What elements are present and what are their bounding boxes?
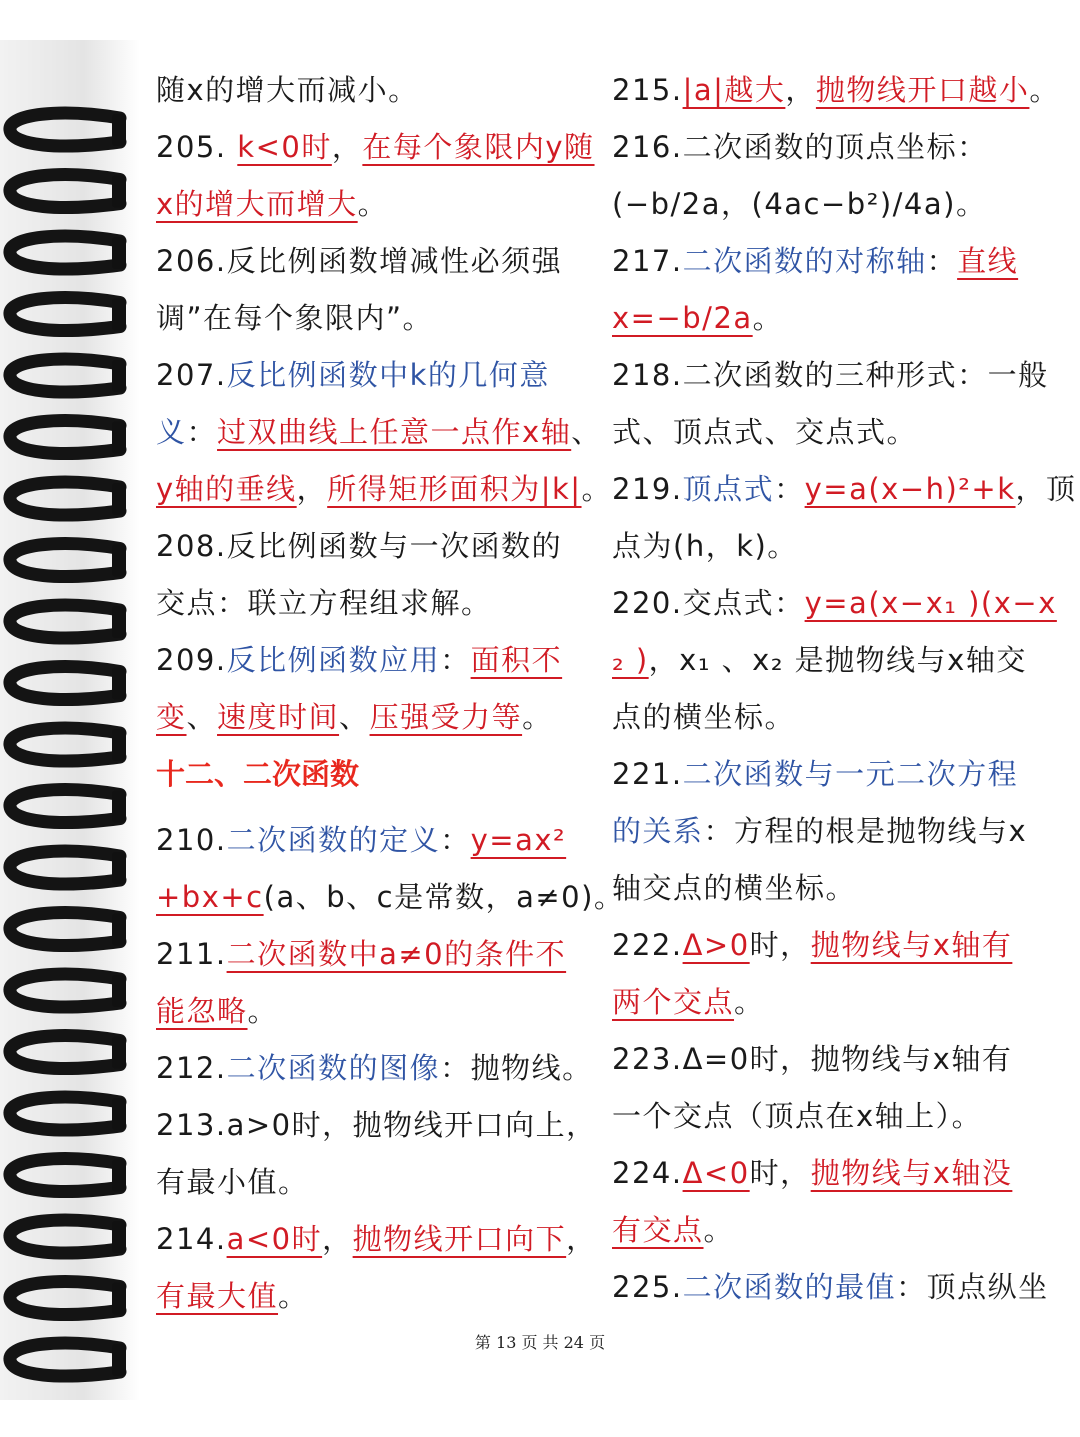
key-red: 直线: [957, 244, 1019, 278]
item-212: [156, 1040, 593, 1097]
binding-hole: [112, 299, 126, 331]
item-225: [612, 1259, 1049, 1316]
binding-hole: [112, 1283, 126, 1315]
text-line: [612, 176, 1044, 233]
punct: ：: [703, 814, 735, 848]
item-text: a>0时，抛物线开口向上，: [226, 1108, 597, 1142]
item-number: 213.: [156, 1108, 227, 1142]
punct: 。: [581, 472, 613, 506]
item-number: 205.: [156, 130, 227, 164]
key-blue: 反比例函数应用: [226, 643, 441, 677]
punct: ，: [331, 130, 363, 164]
punct: 、: [186, 700, 218, 734]
item-text: 时，: [749, 1156, 811, 1190]
key-red: 压强受力等: [369, 700, 523, 734]
heading-text: 十二、二次函数: [156, 757, 360, 791]
binding-hole: [112, 176, 126, 208]
text-line: [156, 290, 581, 347]
binding-hole: [112, 237, 126, 269]
key-blue: 二次函数的最值: [682, 1270, 897, 1304]
item-219: [612, 461, 1077, 518]
punct: ，: [296, 472, 328, 506]
key-blue: 二次函数的对称轴: [682, 244, 927, 278]
item-text: 有最小值。: [156, 1165, 309, 1199]
punct: 。: [357, 187, 389, 221]
item-text: (a、b、c是常数，a≠0)。: [263, 880, 625, 914]
key-red: k<0时: [237, 130, 332, 164]
key-blue: 二次函数与一元二次方程: [682, 757, 1019, 791]
item-215: [612, 62, 1060, 119]
right-column: [612, 62, 1077, 1316]
item-213: [156, 1097, 597, 1154]
text-line: [612, 290, 1044, 347]
item-224: [612, 1145, 1044, 1202]
key-red: Δ<0: [682, 1156, 750, 1190]
text-line: [612, 1088, 1044, 1145]
punct: 。: [734, 985, 765, 1019]
item-number: 221.: [612, 757, 683, 791]
item-number: 220.: [612, 586, 683, 620]
punct: ：: [186, 415, 218, 449]
item-text: 交点式：: [682, 586, 805, 620]
punct: ：: [774, 472, 805, 506]
key-blue: 反比例函数中k的几何意: [226, 358, 550, 392]
item-text: 调”在每个象限内”。: [156, 301, 434, 335]
item-223: [612, 1031, 1044, 1088]
text-line: [612, 803, 1044, 860]
key-blue: 二次函数的图像: [226, 1051, 441, 1085]
key-red: 能忽略: [156, 994, 248, 1028]
text-line: [612, 404, 1044, 461]
punct: ，: [785, 73, 816, 107]
text-line: [156, 461, 613, 518]
text-line: [156, 689, 581, 746]
binding-hole: [112, 1221, 126, 1253]
key-red: 过双曲线上任意一点作x轴: [217, 415, 572, 449]
binding-hole: [112, 1098, 126, 1130]
section-heading: [156, 746, 581, 812]
punct: 、: [571, 415, 602, 449]
spiral-binding: [0, 40, 140, 1400]
item-text: (−b/2a，(4ac−b²)/4a)。: [612, 187, 987, 221]
binding-hole: [112, 606, 126, 638]
item-number: 208.: [156, 529, 227, 563]
key-red: a<0时: [226, 1222, 323, 1256]
item-number: 212.: [156, 1051, 227, 1085]
item-text: ，顶: [1015, 472, 1077, 506]
item-text: 二次函数的顶点坐标：: [682, 130, 988, 164]
item-number: 219.: [612, 472, 683, 506]
item-209: [156, 632, 581, 689]
item-number: 209.: [156, 643, 227, 677]
item-number: 207.: [156, 358, 227, 392]
key-red: 抛物线与x轴有: [810, 928, 1013, 962]
binding-hole: [112, 852, 126, 884]
punct: ：: [440, 643, 471, 677]
binding-hole: [112, 975, 126, 1007]
item-text: 反比例函数与一次函数的: [226, 529, 563, 563]
left-column: [156, 62, 625, 1325]
key-red: 抛物线开口向下: [352, 1222, 567, 1256]
text-line: [612, 689, 1044, 746]
item-number: 218.: [612, 358, 683, 392]
item-number: 215.: [612, 73, 683, 107]
item-text: 交点：联立方程组求解。: [156, 586, 492, 620]
item-208: [156, 518, 581, 575]
item-text: 一个交点（顶点在x轴上）。: [612, 1099, 983, 1133]
punct: ：: [926, 244, 958, 278]
item-text: 点的横坐标。: [612, 700, 796, 734]
item-text: 抛物线。: [470, 1051, 593, 1085]
key-red: 所得矩形面积为|k|: [327, 472, 582, 506]
text-line: [612, 1202, 1044, 1259]
text-line: [612, 974, 1044, 1031]
key-red: 速度时间: [217, 700, 340, 734]
punct: 。: [752, 301, 784, 335]
item-text: Δ=0时，抛物线与x轴有: [682, 1042, 1013, 1076]
punct: ，: [566, 1222, 597, 1256]
text-line: [612, 518, 1044, 575]
key-blue: 的关系: [612, 814, 704, 848]
binding-hole: [112, 668, 126, 700]
item-text: 方程的根是抛物线与x: [734, 814, 1028, 848]
punct: 、: [339, 700, 370, 734]
key-red: 有最大值: [156, 1279, 279, 1313]
binding-hole: [112, 1037, 126, 1069]
item-number: 222.: [612, 928, 683, 962]
binding-hole: [112, 914, 126, 946]
punct: 。: [247, 994, 279, 1028]
text-line: [156, 1154, 581, 1211]
item-218: [612, 347, 1049, 404]
key-red: 有交点: [612, 1213, 704, 1247]
punct: 。: [522, 700, 553, 734]
key-red: 抛物线与x轴没: [810, 1156, 1013, 1190]
text-line: [156, 575, 581, 632]
key-red: x的增大而增大: [156, 187, 358, 221]
binding-hole: [112, 114, 126, 146]
key-red: y=a(x−h)²+k: [804, 472, 1016, 506]
key-red: 两个交点: [612, 985, 735, 1019]
key-red: 变: [156, 700, 187, 734]
item-number: 217.: [612, 244, 683, 278]
punct: ，: [322, 1222, 353, 1256]
punct: ：: [440, 823, 471, 857]
item-number: 210.: [156, 823, 227, 857]
text-line: [156, 62, 581, 119]
item-text: 点为(h，k)。: [612, 529, 798, 563]
punct: ：: [440, 1051, 471, 1085]
page-footer: 第 13 页 共 24 页: [474, 1333, 606, 1352]
punct: 。: [703, 1213, 735, 1247]
key-red: y=a(x−x₁ )(x−x: [804, 586, 1057, 620]
item-number: 225.: [612, 1270, 683, 1304]
item-214: [156, 1211, 597, 1268]
item-text: 时，: [749, 928, 811, 962]
key-blue: 义: [156, 415, 187, 449]
item-text: 式、顶点式、交点式。: [612, 415, 918, 449]
item-220: [612, 575, 1057, 632]
binding-hole: [112, 360, 126, 392]
key-blue: 顶点式: [682, 472, 775, 506]
key-red: ₂ ): [612, 643, 649, 677]
binding-hole: [112, 729, 126, 761]
item-number: 216.: [612, 130, 683, 164]
punct: 。: [1029, 73, 1060, 107]
item-number: 224.: [612, 1156, 683, 1190]
item-206: [156, 233, 581, 290]
item-text: 顶点纵坐: [926, 1270, 1049, 1304]
text-line: [156, 404, 602, 461]
text-line: [612, 632, 1044, 689]
text-line: [156, 869, 625, 926]
text-line: [156, 1268, 581, 1325]
text-line: [156, 983, 581, 1040]
item-216: [612, 119, 1044, 176]
item-number: 214.: [156, 1222, 227, 1256]
key-red: 面积不: [470, 643, 563, 677]
key-red: +bx+c: [156, 880, 264, 914]
key-red: y=ax²: [470, 823, 567, 857]
item-221: [612, 746, 1044, 803]
item-text: ，x₁ 、x₂ 是抛物线与x轴交: [648, 643, 1027, 677]
text-line: [612, 860, 1044, 917]
text-line: [156, 176, 581, 233]
item-number: 223.: [612, 1042, 683, 1076]
key-red: 在每个象限内y随: [362, 130, 595, 164]
key-red: 二次函数中a≠0的条件不: [226, 937, 567, 971]
item-217: [612, 233, 1044, 290]
binding-hole: [112, 422, 126, 454]
item-text: 反比例函数增减性必须强: [226, 244, 563, 278]
item-205: [156, 119, 595, 176]
punct: ：: [896, 1270, 927, 1304]
item-222: [612, 917, 1044, 974]
item-207: [156, 347, 581, 404]
item-210: [156, 812, 581, 869]
binding-hole: [112, 791, 126, 823]
binding-hole: [112, 1160, 126, 1192]
binding-hole: [112, 545, 126, 577]
item-211: [156, 926, 581, 983]
key-red: x=−b/2a: [612, 301, 753, 335]
item-number: 206.: [156, 244, 227, 278]
item-text: 轴交点的横坐标。: [612, 871, 857, 905]
item-text: 二次函数的三种形式：一般: [682, 358, 1049, 392]
punct: 。: [278, 1279, 309, 1313]
key-red: 抛物线开口越小: [815, 73, 1030, 107]
binding-hole: [112, 483, 126, 515]
continued-text: 随x的增大而减小。: [156, 73, 419, 107]
item-number: 211.: [156, 937, 227, 971]
key-red: y轴的垂线: [156, 472, 297, 506]
key-blue: 二次函数的定义: [226, 823, 441, 857]
key-red: Δ>0: [682, 928, 750, 962]
key-red: |a|越大: [682, 73, 786, 107]
